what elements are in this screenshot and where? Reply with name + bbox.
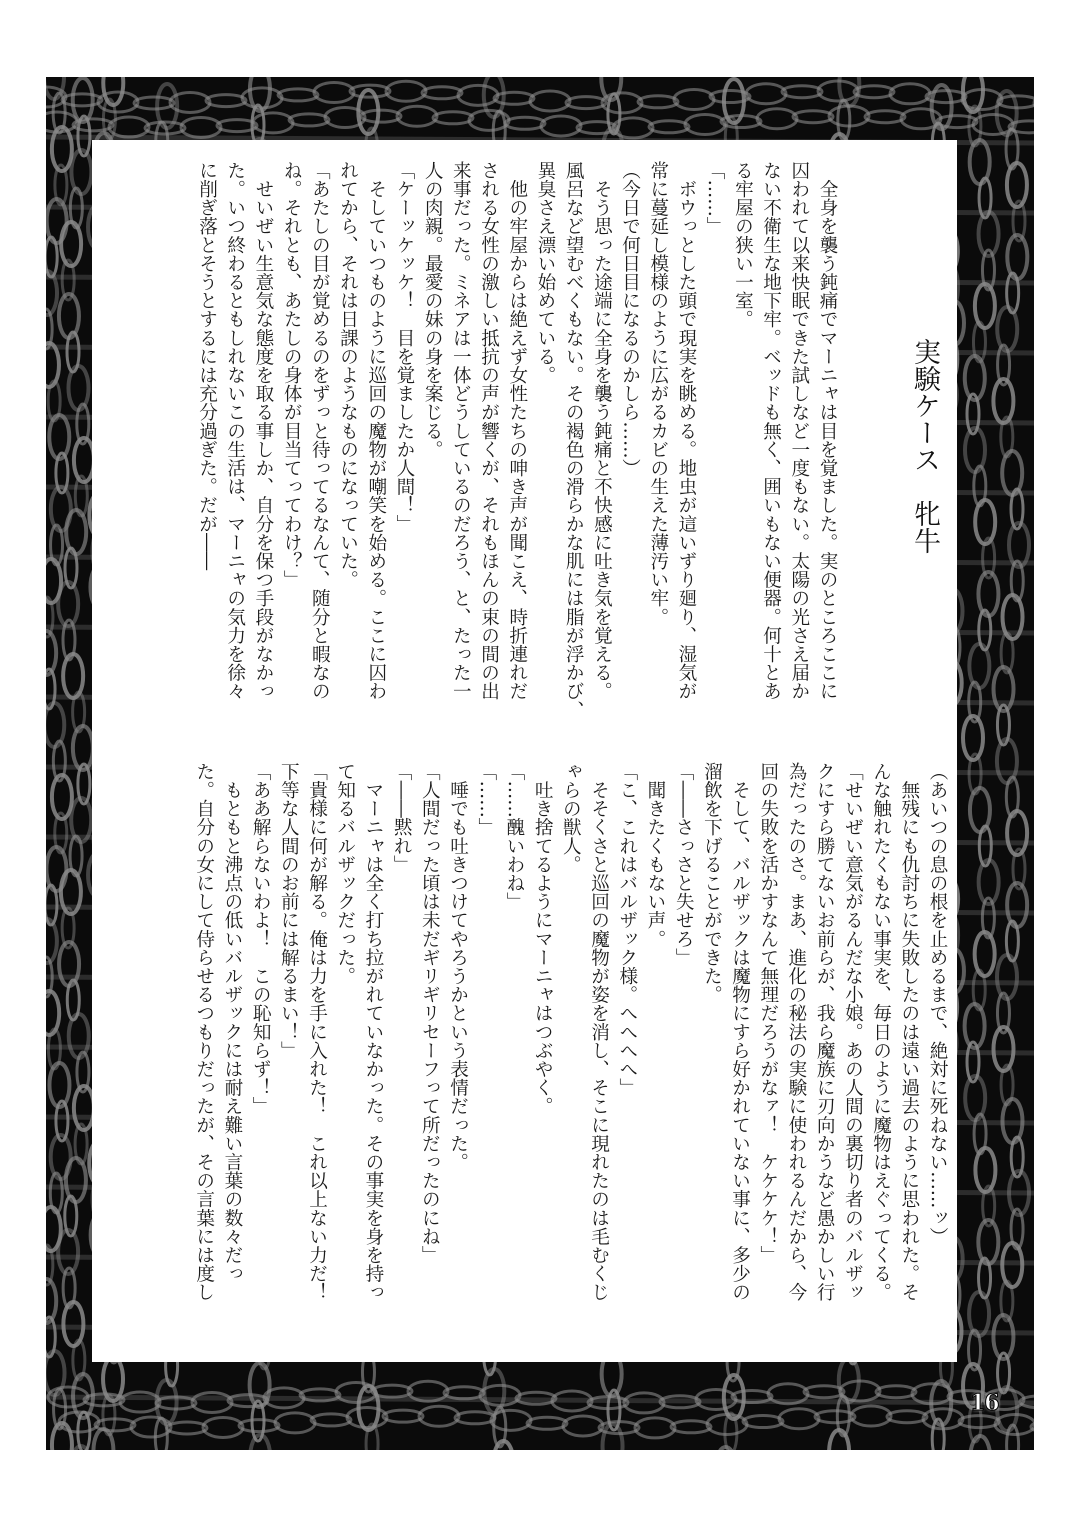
chain-link <box>311 1414 351 1426</box>
chain-link <box>959 1416 999 1428</box>
text-column: た。自分の女にして侍らせるつもりだったが、その言葉には度し <box>193 762 215 1302</box>
chain-link <box>975 1148 995 1192</box>
chain-link <box>779 1409 819 1429</box>
text-column: 「――さっさと失せろ」 <box>673 762 695 967</box>
chain-link <box>505 117 545 129</box>
chain-link <box>62 94 102 106</box>
chain-link <box>372 1385 412 1397</box>
chain-link <box>49 415 69 459</box>
chain-link <box>804 1386 844 1398</box>
text-column: マーニャは全く打ち拉がれていなかった。その事実を身を持っ <box>362 762 384 1302</box>
text-column: 吐き捨てるようにマーニャはつぶやく。 <box>532 762 554 1116</box>
text-column: 「せいぜい意気がるんだな小娘。あの人間の裏切り者のバルザッ <box>842 762 864 1302</box>
chain-link <box>275 1413 315 1433</box>
text-column: る牢屋の狭い一室。 <box>732 161 754 329</box>
chain-link <box>134 97 174 109</box>
text-column: 「あたしの目が覚めるのをずっと待ってるなんて、随分と暇なの <box>309 161 331 701</box>
text-column: んな触れたくもない事実を、毎日のように魔物はえぐってくる。 <box>870 762 892 1302</box>
chain-link <box>876 1386 916 1398</box>
chain-link <box>289 114 329 126</box>
text-column: される女性の激しい抵抗の声が響くが、それもほんの束の間の出 <box>478 161 500 701</box>
chain-link <box>397 106 437 126</box>
text-column: 囚われて以来快眠できた試しなど一度もない。太陽の光さえ届か <box>788 161 810 701</box>
chain-link <box>278 89 318 101</box>
text-column: そそくさと巡回の魔物が姿を消し、そこに現れたのは毛むくじ <box>588 762 610 1302</box>
chain-link <box>383 1410 423 1422</box>
text-column: に削ぎ落とそうとするには充分過ぎた。だが―― <box>196 161 218 571</box>
chain-link <box>69 1014 89 1058</box>
chain-link <box>782 86 822 98</box>
text-column: ボウっとした頭で現実を眺める。地虫が這いずり廻り、湿気が <box>675 161 697 701</box>
text-column: 下等な人間のお前には解るまい！」 <box>278 762 300 1060</box>
chain-link <box>649 121 689 133</box>
chapter-title: 実験ケース 牝牛 <box>909 338 940 554</box>
page-number: 16 <box>970 1390 999 1416</box>
chain-link <box>386 81 426 101</box>
chain-link <box>635 1418 675 1438</box>
chain-link <box>969 1292 989 1336</box>
chain-link <box>887 1411 927 1423</box>
text-column: （あいつの息の根を止めるまで、絶対に死ねない……ッ） <box>927 762 948 1246</box>
chain-link <box>422 87 462 99</box>
text-column: 全身を襲う鈍痛でマーニャは目を覚ました。実のところここに <box>817 161 838 701</box>
chain-link <box>458 85 498 105</box>
text-column: ね。それとも、あたしの身体が目当てってわけ？」 <box>281 161 303 589</box>
chain-link <box>865 111 905 123</box>
text-column: そう思った途端に全身を襲う鈍痛と不快感に吐き気を覚える。 <box>591 161 613 701</box>
chain-link <box>973 115 1013 135</box>
text-column: 聞きたくもない声。 <box>644 762 666 948</box>
chain-link <box>444 1387 484 1399</box>
chain-link <box>239 1420 279 1432</box>
text-column: れてから、それは日課のようなものになっていた。 <box>337 161 359 589</box>
chain-link <box>181 117 221 137</box>
chain-link <box>120 1392 160 1412</box>
chain-link <box>566 97 606 109</box>
text-column: そして、バルザックは魔物にすら好かれていない事に、多少の <box>729 762 751 1302</box>
chain-link <box>937 116 977 128</box>
chain-link <box>851 1406 891 1426</box>
chain-link <box>49 1063 69 1107</box>
chain-link <box>347 1407 387 1427</box>
text-column: 唾でも吐きつけてやろうかという表情だった。 <box>447 762 469 1172</box>
chain-link <box>167 1422 207 1434</box>
text-column: 「人間だった頃は未だギリギリセーフって所だったのにね」 <box>419 762 441 1265</box>
chain-link <box>433 112 473 124</box>
text-column: そしていつものように巡回の魔物が嘲笑を始める。ここに囚わ <box>365 161 387 701</box>
text-column: 異臭さえ漂い始めている。 <box>534 161 556 385</box>
chain-link <box>757 109 797 129</box>
chain-link <box>455 1412 495 1424</box>
text-column: もともと沸点の低いバルザックには耐え難い言葉の数々だっ <box>221 762 243 1283</box>
chain-link <box>68 366 88 410</box>
chain-link <box>242 88 282 108</box>
text-column: せいぜい生意気な態度を取る事しか、自分を保つ手段がなかっ <box>252 161 274 701</box>
text-column: 回の失敗を活かすなんて無理だろうがなァ！ ケケケケ！」 <box>757 762 779 1265</box>
chain-link <box>419 1406 459 1426</box>
text-column: 「ああ解らないわよ！ この恥知らず！」 <box>250 762 272 1116</box>
chain-link <box>253 113 293 133</box>
chain-link <box>203 1417 243 1437</box>
chain-link <box>685 114 725 134</box>
chain-link <box>530 91 570 111</box>
text-column: クにすら勝てないお前らが、我ら魔族に刃向かうなど愚かしい行 <box>814 762 836 1302</box>
text-column: 溜飲を下げることができた。 <box>701 762 723 1004</box>
chain-link <box>975 500 995 544</box>
text-column: た。いつ終わるともしれないこの生活は、マーニャの気力を徐々 <box>224 161 246 701</box>
chain-link <box>563 1416 603 1436</box>
text-column: 「……」 <box>704 161 726 236</box>
chain-link <box>674 89 714 109</box>
chain-link <box>997 955 1017 999</box>
chain-link <box>61 222 81 266</box>
text-column: 常に蔓延し模様のように広がるカビの生えた薄汚い牢。 <box>647 161 669 626</box>
chain-link <box>746 84 786 104</box>
body-text-upper <box>192 161 841 719</box>
text-column: 「――黙れ」 <box>391 762 413 874</box>
chain-link <box>314 82 354 102</box>
text-column: 他の牢屋からは絶えず女性たちの呻き声が聞こえ、時折連れだ <box>506 161 528 701</box>
chain-link <box>494 92 534 104</box>
chain-link <box>541 116 581 136</box>
chain-link <box>192 1392 232 1412</box>
text-column: 風呂など望むべくもない。その褐色の滑らかな肌には脂が浮かび、 <box>563 161 585 719</box>
text-column: ない不衛生な地下牢。ベッドも無く、囲いもない便器。何十とあ <box>760 161 782 701</box>
text-column: て知るバルザックだった。 <box>334 762 356 986</box>
text-column: 「こ、これはバルザック様。へへへへ」 <box>616 762 638 1097</box>
text-column: 「貴様に何が解る。俺は力を手に入れた！ これ以上ない力だ！ <box>306 762 328 1302</box>
chain-link <box>527 1417 567 1429</box>
text-column: 「……醜いわね」 <box>503 762 525 911</box>
chain-link <box>206 95 246 107</box>
text-column: ゃらの獣人。 <box>560 762 582 874</box>
text-column: 人の肉親。最愛の妹の身を案じる。 <box>422 161 444 459</box>
text-column: 為だったのさ。まあ、進化の秘法の実験に使われるんだから、今 <box>785 762 807 1302</box>
chain-link <box>671 1421 711 1433</box>
text-column: 「ケーッケッケ！ 目を覚ましたか人間！」 <box>393 161 415 533</box>
body-text-lower <box>190 762 951 1301</box>
chain-link <box>793 111 833 123</box>
chain-link <box>890 84 930 104</box>
chain-link <box>361 110 401 122</box>
chain-link <box>716 1447 736 1450</box>
chain-link <box>997 307 1017 351</box>
chain-link <box>743 1416 783 1428</box>
text-column: 「……」 <box>475 762 497 837</box>
text-column: 無残にも仇討ちに失敗したのは遠い過去のように思われた。そ <box>898 762 920 1302</box>
text-column: （今日で何日目になるのかしら……） <box>619 161 641 478</box>
chain-link <box>638 96 678 108</box>
text-column: 来事だった。ミネアは一体どうしているのだろう、と、たった一 <box>450 161 472 701</box>
chain-link <box>491 1410 531 1430</box>
